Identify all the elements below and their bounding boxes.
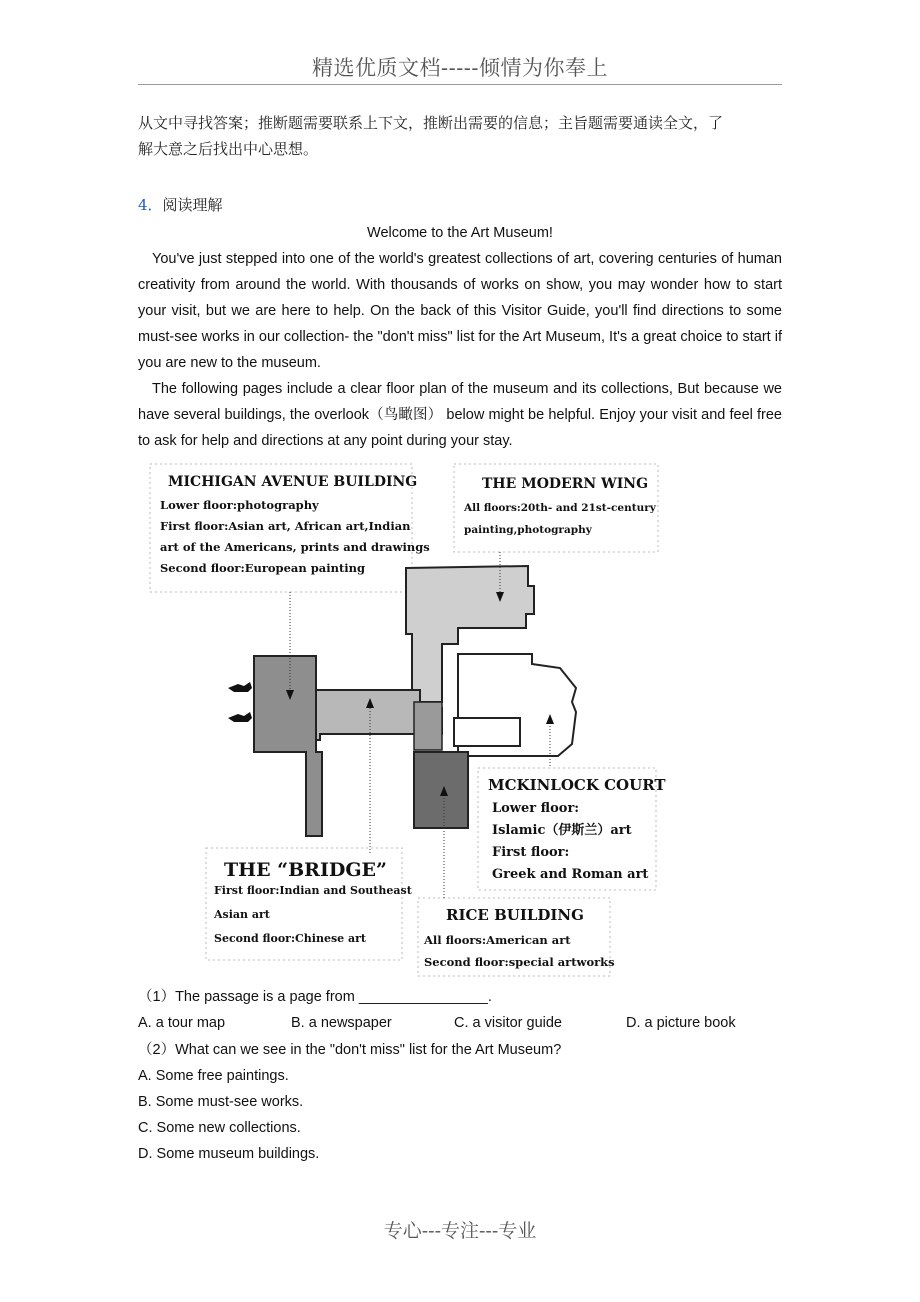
michigan-lower-floor: Lower floor:photography	[160, 498, 319, 512]
q1-option-b[interactable]: B. a newspaper	[291, 1015, 392, 1031]
bridge-first-floor: First floor:Indian and Southeast	[214, 884, 412, 897]
q2-option-b[interactable]: B. Some must-see works.	[138, 1094, 304, 1110]
michigan-first-floor-cont: art of the Americans, prints and drawings	[160, 540, 430, 554]
intro-line-1: 从文中寻找答案；推断题需要联系上下文，推断出需要的信息；主旨题需要通读全文，了	[138, 114, 724, 132]
modern-all-floors: All floors:20th- and 21st-century	[464, 502, 656, 514]
q2-option-a[interactable]: A. Some free paintings.	[138, 1068, 289, 1084]
q2-stem: （2）What can we see in the "don't miss" list for the Art Museum?	[138, 1042, 562, 1058]
q1-options	[138, 1010, 782, 1036]
mckinlock-islamic-art: Islamic（伊斯兰）art	[492, 823, 632, 838]
michigan-second-floor: Second floor:European painting	[160, 561, 366, 575]
q1-stem: （1）The passage is a page from ________________.	[138, 989, 492, 1005]
passage-paragraph-1: You've just stepped into one of the world's greatest collections of art, covering centuries of human creativity from around the world. With thousands of works on show, you may wonder how to start your visit, but we are here to help. On the back of this Visitor Guide, you'll find directions to some must-see works in our collection- the "don't miss" list for the Art Museum, It's a great choice to start if you are new to the museum.	[138, 251, 782, 371]
mckinlock-greek-roman: Greek and Roman art	[492, 867, 649, 882]
q1-option-a[interactable]: A. a tour map	[138, 1015, 226, 1031]
bridge-second-floor: Second floor:Chinese art	[214, 932, 366, 945]
q1-option-d[interactable]: D. a picture book	[626, 1015, 736, 1031]
question-number: 4．	[138, 196, 163, 214]
question-heading	[138, 192, 782, 218]
page-footer: 专心---专注---专业	[383, 1220, 537, 1242]
header-divider	[138, 84, 782, 85]
bridge-title: THE “BRIDGE”	[224, 859, 387, 881]
lion-statue-icon	[228, 682, 252, 722]
bridge-first-floor-cont: Asian art	[214, 908, 270, 921]
question-type-label: 阅读理解	[162, 196, 223, 214]
mckinlock-lower-floor: Lower floor:	[492, 801, 580, 816]
rice-second-floor: Second floor:special artworks	[424, 955, 615, 969]
q2-option-d[interactable]: D. Some museum buildings.	[138, 1146, 320, 1162]
modern-title: THE MODERN WING	[482, 476, 649, 492]
mckinlock-first-floor: First floor:	[492, 845, 570, 860]
michigan-first-floor: First floor:Asian art, African art,Indian	[160, 519, 411, 533]
page-header: 精选优质文档-----倾情为你奉上	[312, 56, 608, 80]
passage-paragraph-2: The following pages include a clear floor plan of the museum and its collections, But because we have several buildings, the overlook（鸟瞰图） below might be helpful. Enjoy your visit and feel free to ask for help and directions at any point during your stay.	[138, 381, 782, 449]
q2-option-c[interactable]: C. Some new collections.	[138, 1120, 301, 1136]
mckinlock-court-building	[454, 654, 576, 756]
rice-title: RICE BUILDING	[446, 906, 584, 924]
passage-title: Welcome to the Art Museum!	[367, 225, 553, 241]
mckinlock-title: MCKINLOCK COURT	[488, 776, 666, 794]
rice-building	[414, 752, 468, 828]
museum-overlook-map	[140, 458, 680, 988]
modern-all-floors-cont: painting,photography	[464, 524, 592, 536]
intro-line-2: 解大意之后找出中心思想。	[138, 140, 319, 158]
q1-option-c[interactable]: C. a visitor guide	[454, 1015, 562, 1031]
michigan-title: MICHIGAN AVENUE BUILDING	[168, 474, 418, 490]
rice-all-floors: All floors:American art	[424, 933, 571, 947]
